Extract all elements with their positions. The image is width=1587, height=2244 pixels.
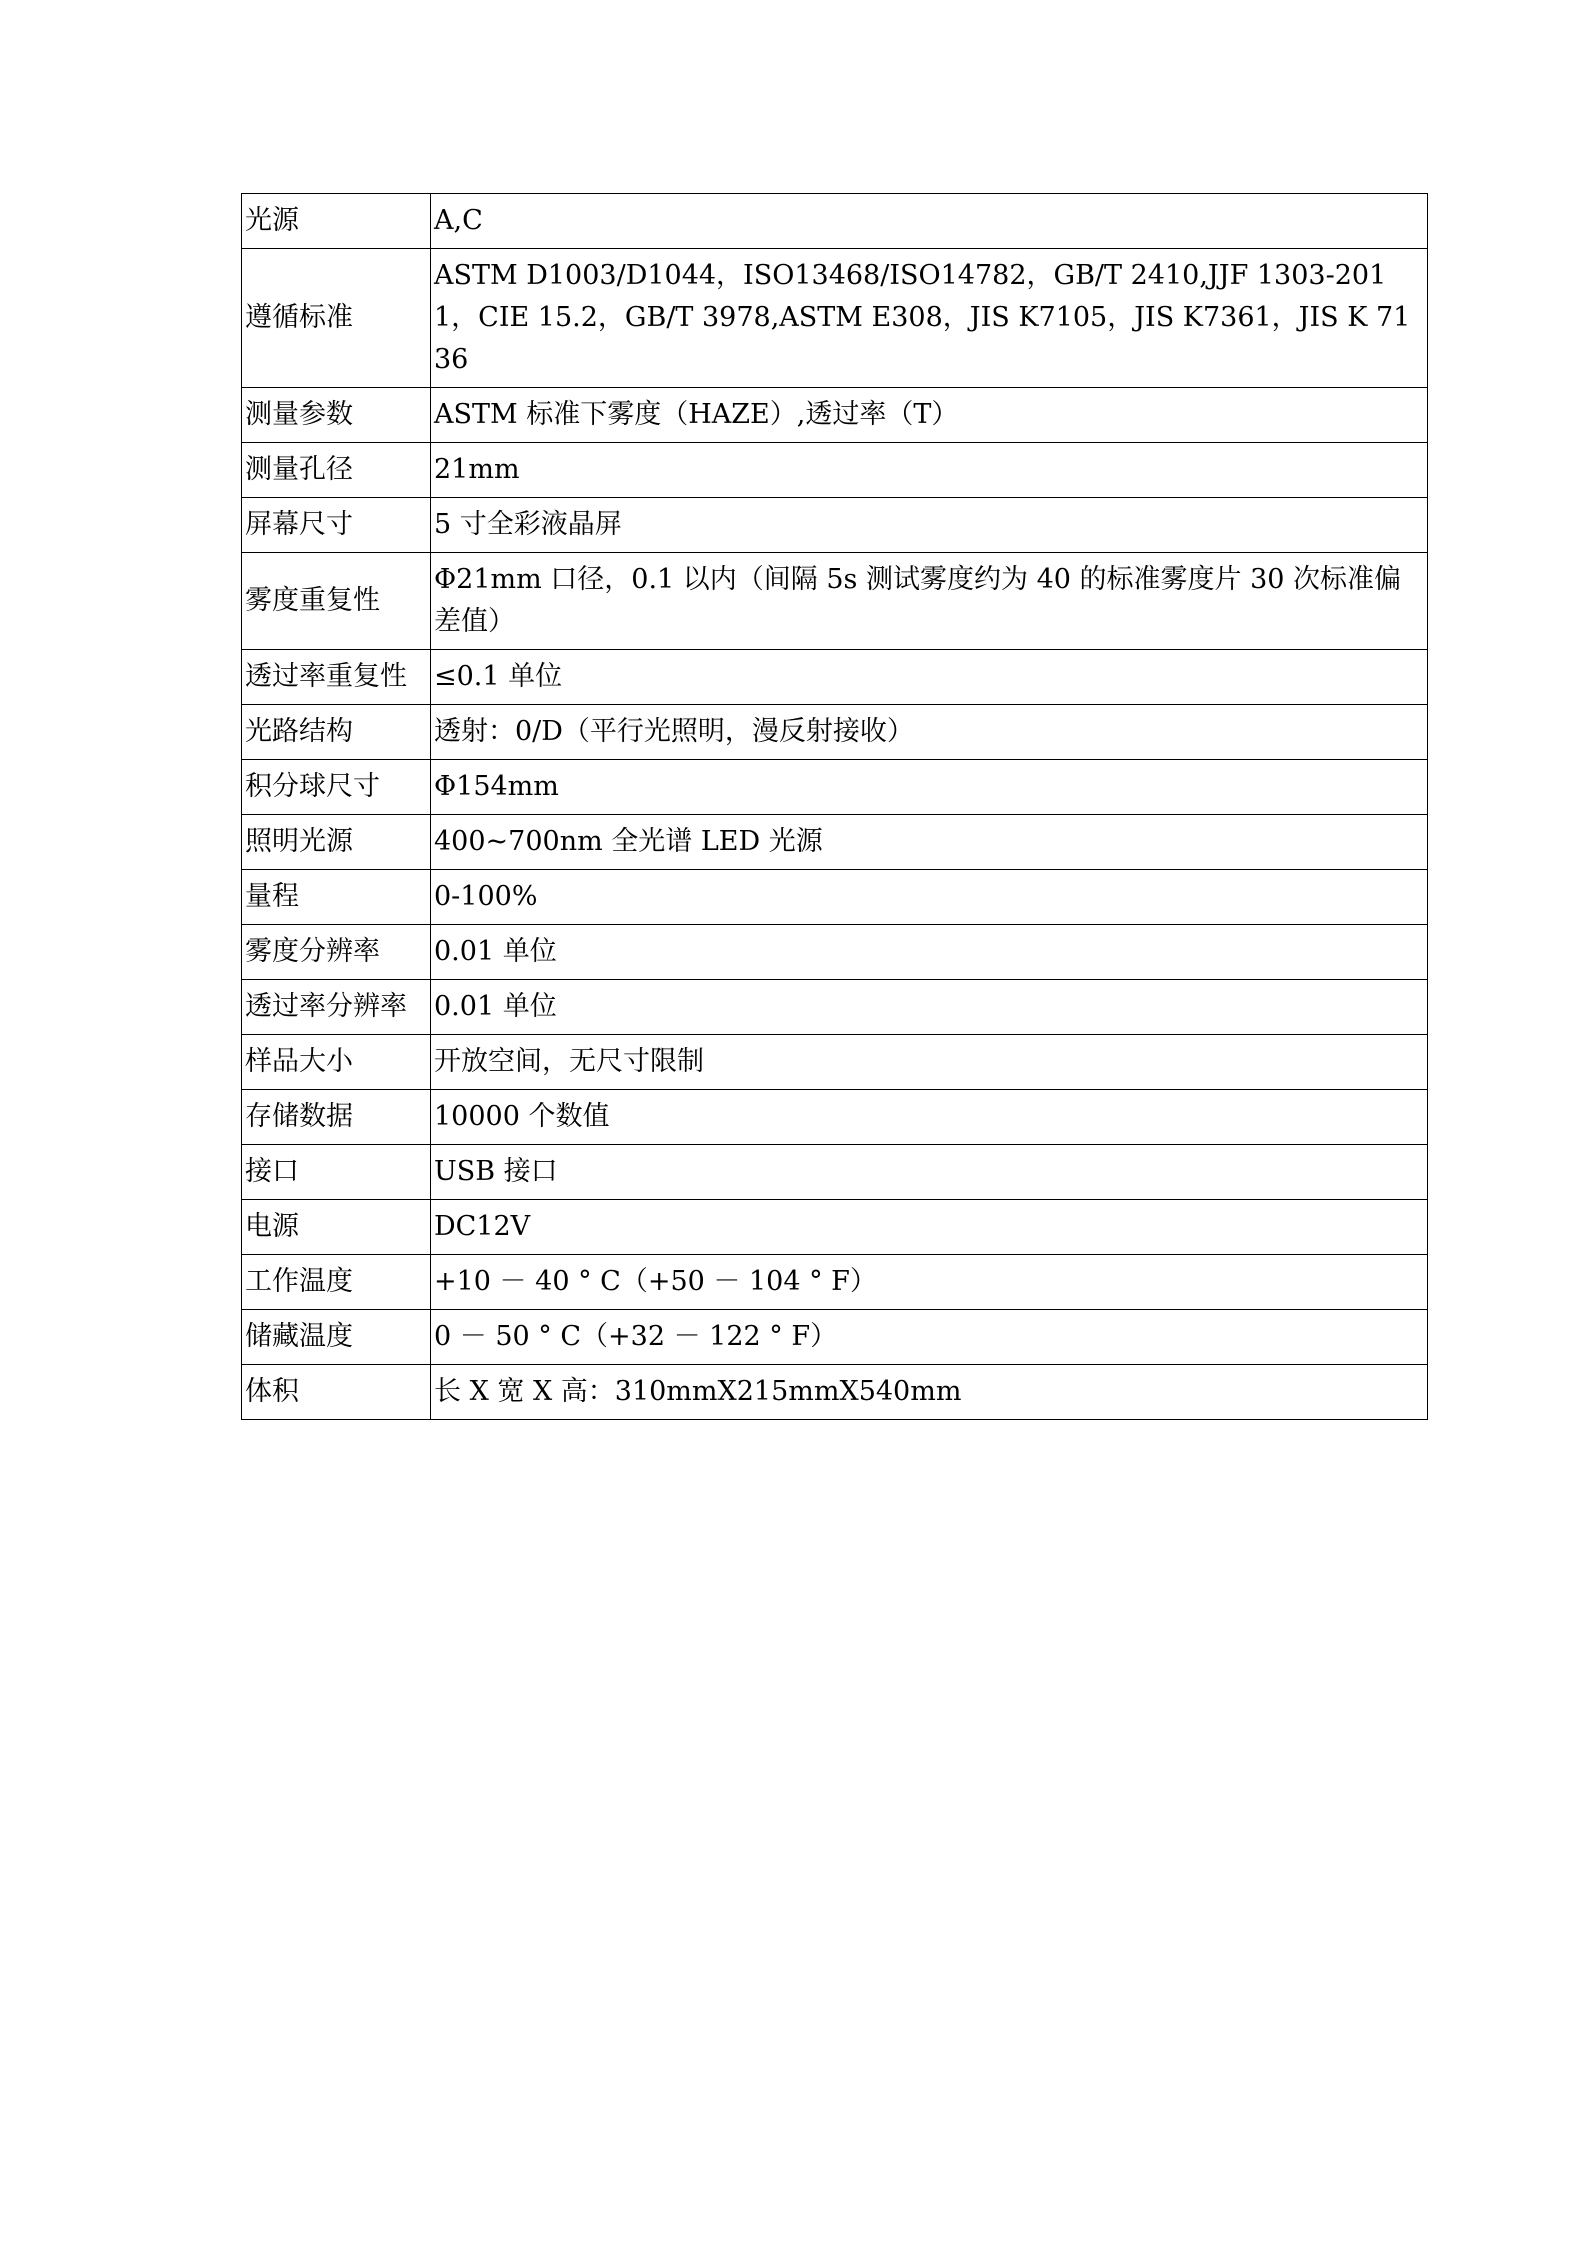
spec-label: 电源 [242,1200,431,1255]
spec-label: 积分球尺寸 [242,760,431,815]
table-row [242,760,1428,815]
table-row [242,1365,1428,1420]
spec-value: 400~700nm 全光谱 LED 光源 [431,815,1428,870]
table-row [242,388,1428,443]
spec-label: 量程 [242,870,431,925]
spec-label: 照明光源 [242,815,431,870]
spec-value: DC12V [431,1200,1428,1255]
spec-table [241,193,1428,1420]
spec-value: A,C [431,194,1428,249]
table-row [242,1310,1428,1365]
table-row [242,1035,1428,1090]
spec-label: 透过率分辨率 [242,980,431,1035]
spec-value: +10 － 40 ° C（+50 － 104 ° F） [431,1255,1428,1310]
spec-label: 透过率重复性 [242,650,431,705]
spec-value: 0.01 单位 [431,925,1428,980]
spec-value: 0-100% [431,870,1428,925]
spec-value: 长 X 宽 X 高：310mmX215mmX540mm [431,1365,1428,1420]
table-row [242,815,1428,870]
spec-value: ASTM 标准下雾度（HAZE）,透过率（T） [431,388,1428,443]
spec-value: ≤0.1 单位 [431,650,1428,705]
table-row [242,194,1428,249]
spec-label: 体积 [242,1365,431,1420]
spec-value: Φ21mm 口径，0.1 以内（间隔 5s 测试雾度约为 40 的标准雾度片 30 次标准偏差值） [431,553,1428,650]
spec-label: 测量孔径 [242,443,431,498]
spec-label: 接口 [242,1145,431,1200]
table-row [242,443,1428,498]
table-row [242,498,1428,553]
table-row [242,925,1428,980]
spec-label: 光路结构 [242,705,431,760]
spec-value: 10000 个数值 [431,1090,1428,1145]
table-row [242,553,1428,650]
spec-label: 工作温度 [242,1255,431,1310]
spec-value: 5 寸全彩液晶屏 [431,498,1428,553]
table-row [242,650,1428,705]
table-row [242,249,1428,388]
table-row [242,1255,1428,1310]
table-row [242,980,1428,1035]
spec-value: 开放空间，无尺寸限制 [431,1035,1428,1090]
table-row [242,870,1428,925]
spec-label: 存储数据 [242,1090,431,1145]
spec-label: 雾度分辨率 [242,925,431,980]
spec-value: Φ154mm [431,760,1428,815]
spec-value: 0.01 单位 [431,980,1428,1035]
spec-value: 21mm [431,443,1428,498]
table-row [242,1145,1428,1200]
spec-value: 0 － 50 ° C（+32 － 122 ° F） [431,1310,1428,1365]
spec-label: 雾度重复性 [242,553,431,650]
spec-label: 屏幕尺寸 [242,498,431,553]
spec-value: 透射：0/D（平行光照明，漫反射接收） [431,705,1428,760]
spec-value: USB 接口 [431,1145,1428,1200]
spec-label: 样品大小 [242,1035,431,1090]
spec-label: 光源 [242,194,431,249]
spec-label: 遵循标准 [242,249,431,388]
table-row [242,1090,1428,1145]
table-row [242,705,1428,760]
spec-value: ASTM D1003/D1044，ISO13468/ISO14782，GB/T 2410,JJF 1303-2011，CIE 15.2，GB/T 3978,ASTM E308，JIS K7105，JIS K7361，JIS K 7136 [431,249,1428,388]
spec-label: 测量参数 [242,388,431,443]
table-row [242,1200,1428,1255]
spec-label: 储藏温度 [242,1310,431,1365]
